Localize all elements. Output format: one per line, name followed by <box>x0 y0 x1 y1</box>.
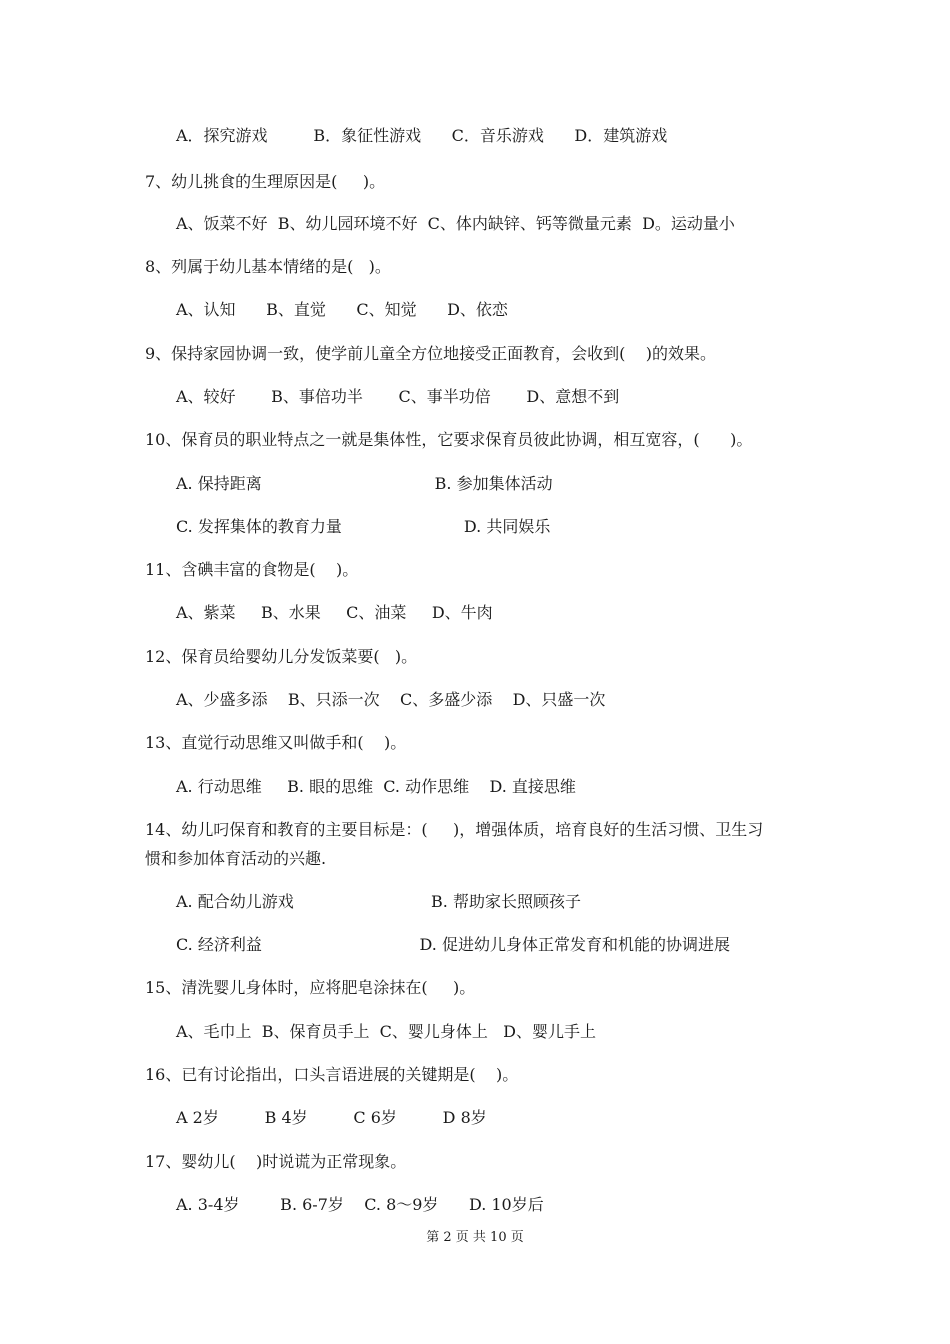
question-line: 15、清洗婴儿身体时，应将肥皂涂抹在( )。 <box>145 978 476 997</box>
options-line: A、较好 B、事倍功半 C、事半功倍 D、意想不到 <box>176 387 620 406</box>
options-line: A．探究游戏 B．象征性游戏 C．音乐游戏 D．建筑游戏 <box>176 126 668 145</box>
page-footer: 第 2 页 共 10 页 <box>426 1230 524 1245</box>
question-line: 16、已有讨论指出，口头言语进展的关键期是( )。 <box>145 1065 519 1084</box>
options-line: A. 行动思维 B. 眼的思维 C. 动作思维 D. 直接思维 <box>176 777 576 796</box>
options-line: A. 保持距离 B. 参加集体活动 <box>176 474 553 493</box>
question-line: 9、保持家园协调一致，使学前儿童全方位地接受正面教育，会收到( )的效果。 <box>145 344 717 363</box>
question-line: 13、直觉行动思维又叫做手和( )。 <box>145 733 407 752</box>
options-line: A、毛巾上 B、保育员手上 C、婴儿身体上 D、婴儿手上 <box>176 1022 596 1041</box>
options-line: A、少盛多添 B、只添一次 C、多盛少添 D、只盛一次 <box>176 690 606 709</box>
question-line: 14、幼儿叼保育和教育的主要目标是：( )，增强体质，培育良好的生活习惯、卫生习 <box>145 820 764 839</box>
question-line: 17、婴幼儿( )时说谎为正常现象。 <box>145 1152 407 1171</box>
options-line: A. 配合幼儿游戏 B. 帮助家长照顾孩子 <box>176 892 581 911</box>
options-line: A 2岁 B 4岁 C 6岁 D 8岁 <box>176 1108 487 1127</box>
question-line: 12、保育员给婴幼儿分发饭菜要( )。 <box>145 647 418 666</box>
options-line: A、认知 B、直觉 C、知觉 D、依恋 <box>176 300 508 319</box>
question-line: 惯和参加体育活动的兴趣. <box>145 849 327 868</box>
question-line: 8、列属于幼儿基本情绪的是( )。 <box>145 257 391 276</box>
question-line: 10、保育员的职业特点之一就是集体性，它要求保育员彼此协调，相互宽容，( )。 <box>145 430 753 449</box>
question-line: 11、含碘丰富的食物是( )。 <box>145 560 359 579</box>
options-line: C. 发挥集体的教育力量 D. 共同娱乐 <box>176 517 551 536</box>
question-line: 7、幼儿挑食的生理原因是( )。 <box>145 172 386 191</box>
options-line: A. 3-4岁 B. 6-7岁 C. 8～9岁 D. 10岁后 <box>176 1195 544 1214</box>
options-line: A、紫菜 B、水果 C、油菜 D、牛肉 <box>176 603 493 622</box>
options-line: A、饭菜不好 B、幼儿园环境不好 C、体内缺锌、钙等微量元素 D。运动量小 <box>176 214 735 233</box>
options-line: C. 经济利益 D. 促进幼儿身体正常发育和机能的协调进展 <box>176 935 730 954</box>
